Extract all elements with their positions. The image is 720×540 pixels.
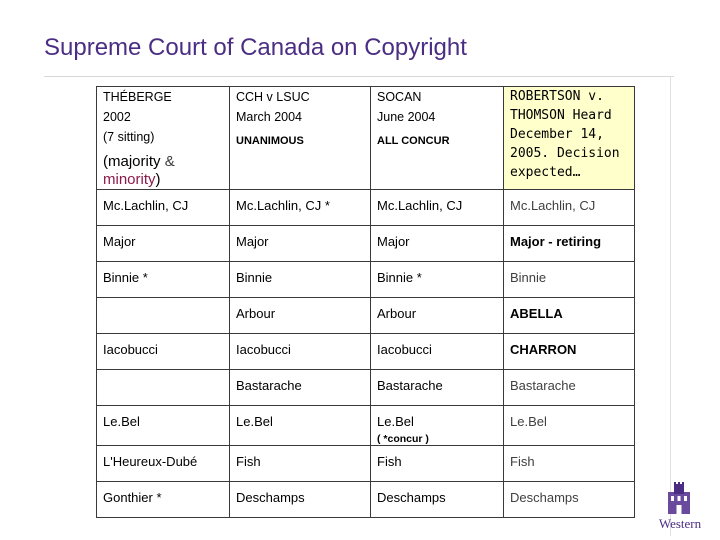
cell-text: Deschamps <box>377 490 446 505</box>
table-cell <box>371 262 504 298</box>
table-cell <box>97 406 230 446</box>
table-cell <box>230 190 371 226</box>
table-cell <box>230 334 371 370</box>
table-cell <box>371 446 504 482</box>
header-case-date: March 2004 <box>236 110 303 124</box>
cell-text: Mc.Lachlin, CJ <box>377 198 463 213</box>
right-divider <box>670 76 671 536</box>
header-robertson <box>504 87 635 190</box>
cell-text: Bastarache <box>377 378 443 393</box>
cell-text: Arbour <box>377 306 417 321</box>
header-case-name: CCH v LSUC <box>236 90 310 104</box>
cell-text: Major <box>236 234 269 249</box>
cell-text: L'Heureux-Dubé <box>103 454 198 469</box>
table-row <box>97 446 635 482</box>
table-row <box>97 406 635 446</box>
cell-text: Le.Bel <box>377 414 414 429</box>
table-cell <box>97 298 230 334</box>
header-case-name: SOCAN <box>377 90 422 104</box>
cell-text: Iacobucci <box>236 342 291 357</box>
table-cell <box>371 226 504 262</box>
table-cell <box>230 446 371 482</box>
cell-text: Deschamps <box>510 490 579 505</box>
table-cell <box>230 298 371 334</box>
table-cell <box>504 406 635 446</box>
header-case-status: UNANIMOUS <box>236 135 304 147</box>
cell-text: Bastarache <box>236 378 302 393</box>
header-theberge <box>97 87 230 190</box>
table-cell <box>504 446 635 482</box>
table-cell <box>371 298 504 334</box>
table-cell <box>97 334 230 370</box>
cell-text: Mc.Lachlin, CJ <box>103 198 189 213</box>
table-cell <box>97 370 230 406</box>
table-cell <box>504 298 635 334</box>
cell-text <box>103 298 223 306</box>
cell-text: ABELLA <box>510 306 563 321</box>
table-cell <box>230 406 371 446</box>
cell-text: Le.Bel <box>103 414 140 429</box>
table-cell <box>371 370 504 406</box>
ampersand: & <box>164 153 175 170</box>
title-divider <box>44 76 674 77</box>
table-cell <box>371 406 504 446</box>
table-cell <box>97 262 230 298</box>
table-cell <box>504 190 635 226</box>
table-row <box>97 334 635 370</box>
cell-text <box>103 370 223 378</box>
western-logo <box>652 482 708 532</box>
table-cell <box>504 226 635 262</box>
table-cell <box>230 262 371 298</box>
table-cell <box>97 226 230 262</box>
table-cell <box>504 334 635 370</box>
cell-text: Binnie * <box>103 270 148 285</box>
header-robertson-text: ROBERTSON v. THOMSON Heard December 14, 2005. Decision expected… <box>510 89 620 180</box>
table-cell <box>97 190 230 226</box>
table-row <box>97 298 635 334</box>
table-row <box>97 226 635 262</box>
cell-text: Bastarache <box>510 378 576 393</box>
cell-text: Major - retiring <box>510 234 602 249</box>
table-cell <box>230 226 371 262</box>
cell-text: Binnie <box>510 270 547 285</box>
header-case-sitting: (7 sitting) <box>103 130 155 144</box>
concur-note: ( *concur ) <box>377 433 429 445</box>
table-body <box>97 190 635 518</box>
header-row <box>97 87 635 190</box>
cell-text: CHARRON <box>510 342 577 357</box>
table-row <box>97 370 635 406</box>
table-cell <box>504 370 635 406</box>
header-case-name: THÉBERGE <box>103 90 172 104</box>
justices-table <box>96 86 635 518</box>
cell-text: Fish <box>377 454 402 469</box>
cell-text: Binnie * <box>377 270 422 285</box>
cell-text: Deschamps <box>236 490 305 505</box>
tower-icon <box>666 482 692 514</box>
table-row <box>97 262 635 298</box>
cell-text: Major <box>377 234 410 249</box>
table-cell <box>504 482 635 518</box>
header-socan <box>371 87 504 190</box>
logo-wordmark: Western <box>658 516 702 531</box>
table-cell <box>230 482 371 518</box>
header-cch <box>230 87 371 190</box>
minority-label: minority <box>103 171 156 188</box>
header-case-year: 2002 <box>103 110 131 124</box>
cell-text: Mc.Lachlin, CJ * <box>236 198 330 213</box>
cell-text: Arbour <box>236 306 276 321</box>
table-cell <box>371 482 504 518</box>
table-cell <box>97 446 230 482</box>
table-cell <box>97 482 230 518</box>
majority-minority-note <box>103 153 223 189</box>
slide-title: Supreme Court of Canada on Copyright <box>44 34 467 61</box>
header-case-date: June 2004 <box>377 110 436 124</box>
table-cell <box>504 262 635 298</box>
table-cell <box>371 190 504 226</box>
close-paren: ) <box>155 171 161 188</box>
cell-text: Le.Bel <box>236 414 273 429</box>
cell-text: Fish <box>236 454 261 469</box>
header-case-status: ALL CONCUR <box>377 135 450 147</box>
cell-text: Binnie <box>236 270 273 285</box>
cell-text: Gonthier * <box>103 490 162 505</box>
cell-text: Fish <box>510 454 535 469</box>
cell-text: Iacobucci <box>103 342 158 357</box>
cell-text: Mc.Lachlin, CJ <box>510 198 596 213</box>
table-row <box>97 482 635 518</box>
cell-text: Le.Bel <box>510 414 547 429</box>
cell-text: Iacobucci <box>377 342 432 357</box>
majority-label: (majority <box>103 153 161 170</box>
table-row <box>97 190 635 226</box>
cell-text: Major <box>103 234 136 249</box>
table-cell <box>371 334 504 370</box>
table-cell <box>230 370 371 406</box>
